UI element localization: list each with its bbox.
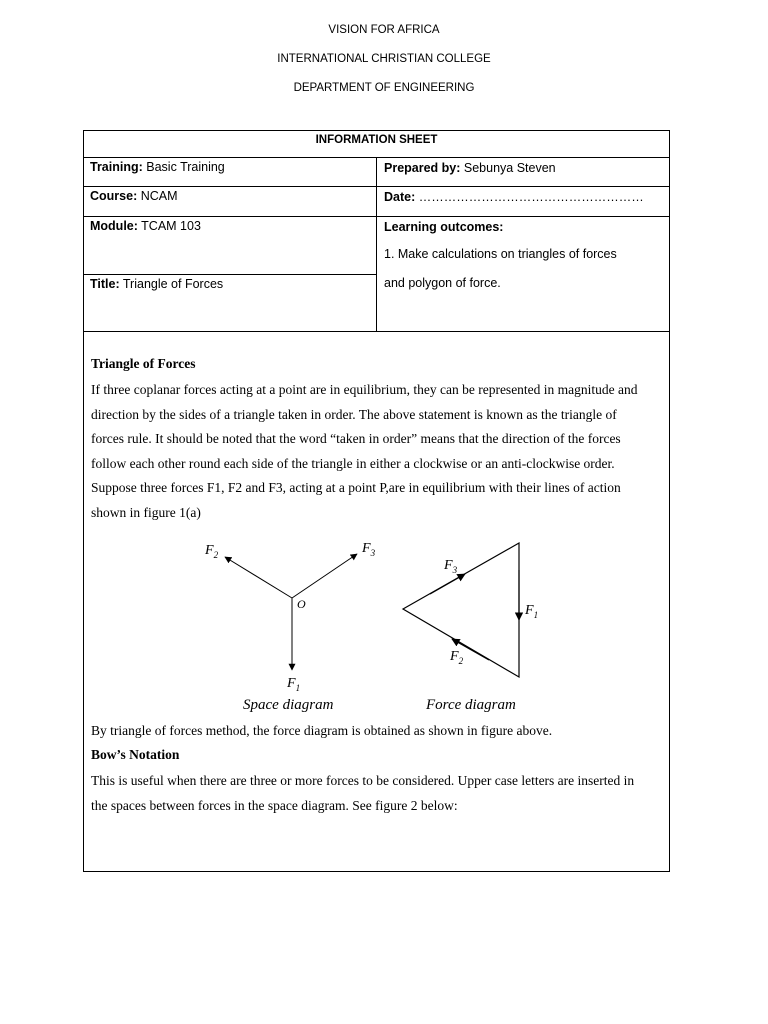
learning-outcomes-label: Learning outcomes: xyxy=(384,220,504,234)
org-name: VISION FOR AFRICA xyxy=(328,24,440,36)
figure-space-and-force-diagrams xyxy=(0,530,768,720)
module-field: Module: TCAM 103 xyxy=(90,219,201,233)
tri-label-f2: $F_2$ xyxy=(450,649,464,666)
sheet-title: INFORMATION SHEET xyxy=(315,134,438,146)
tri-label-f1: $F_1$ xyxy=(525,603,539,620)
paragraph-triangle-of-forces: If three coplanar forces acting at a point are in equilibrium, they can be represented in magnitude and direction by the sides of a triangle taken in order. The above statement is known as the triangle of forces rule. It should be noted that the word “taken in order” means that the direction of the forces follow each other round each side of the triangle in either a clockwise or an anti-clockwise order. Suppose three forces F1, F2 and F3, acting at a point P,are in equilibrium with their lines of action shown in figure 1(a) xyxy=(91,382,638,520)
learning-outcome-1: 1. Make calculations on triangles of forces xyxy=(384,247,617,261)
space-diagram xyxy=(204,541,376,713)
divider xyxy=(84,274,377,275)
college-name: INTERNATIONAL CHRISTIAN COLLEGE xyxy=(277,53,491,65)
column-divider xyxy=(376,157,377,331)
learning-outcome-1-cont: and polygon of force. xyxy=(384,276,501,290)
paragraph-bows-notation: This is useful when there are three or more forces to be considered. Upper case letters are inserted in the spaces between forces in the space diagram. See figure 2 below: xyxy=(91,773,635,813)
label-f3: $F_3$ xyxy=(362,541,376,558)
label-f1: $F_1$ xyxy=(287,676,301,693)
tri-label-f3: $F_3$ xyxy=(444,558,458,575)
title-field: Title: Triangle of Forces xyxy=(90,277,224,291)
course-field: Course: NCAM xyxy=(90,189,178,203)
prepared-by-field: Prepared by: Sebunya Steven xyxy=(384,161,556,175)
section-heading-triangle-of-forces: Triangle of Forces xyxy=(91,356,196,371)
section-heading-bows-notation: Bow’s Notation xyxy=(91,747,180,762)
paragraph-force-diagram: By triangle of forces method, the force diagram is obtained as shown in figure above. xyxy=(91,723,553,738)
force-f2-arrow xyxy=(225,557,292,598)
force-diagram xyxy=(403,543,538,713)
caption-force-diagram: Force diagram xyxy=(426,697,516,713)
label-origin: O xyxy=(297,597,306,611)
label-f2: $F_2$ xyxy=(205,543,219,560)
triangle-f3-arrow xyxy=(430,574,465,594)
divider xyxy=(84,331,669,332)
force-f3-arrow xyxy=(292,554,357,598)
training-field: Training: Basic Training xyxy=(90,160,225,174)
date-field: Date: ……………………………………………… xyxy=(384,190,644,204)
caption-space-diagram: Space diagram xyxy=(243,697,334,713)
department-name: DEPARTMENT OF ENGINEERING xyxy=(293,82,475,94)
